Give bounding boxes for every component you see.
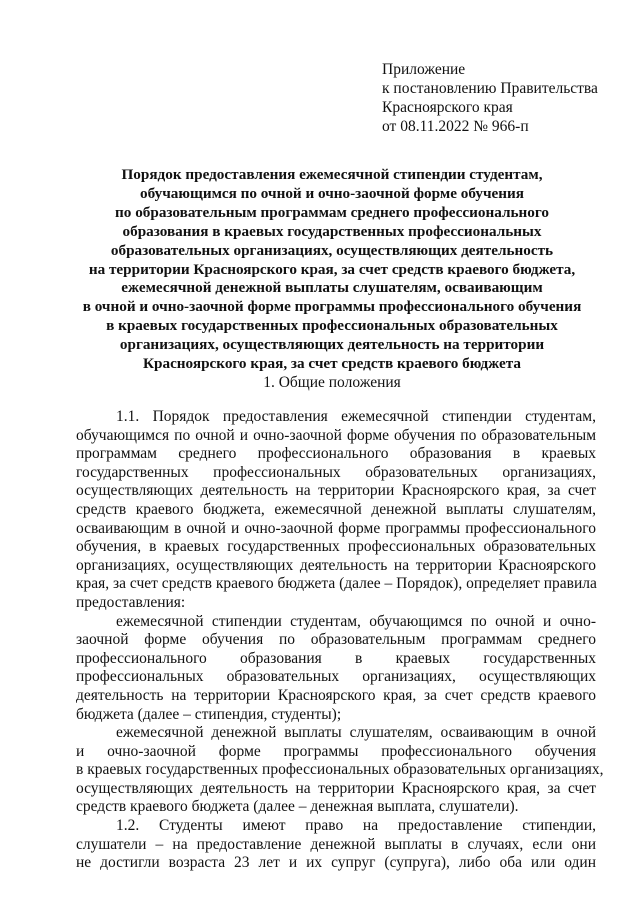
body-line: ежемесячной стипендии студентам, обучающимся по очной и очно- <box>116 612 596 630</box>
body-line: в краевых государственных профессиональных образовательных организациях, <box>76 761 604 779</box>
title-line: образовательных организациях, осуществляющих деятельность <box>110 241 554 259</box>
title-line: ежемесячной денежной выплаты слушателям, осваивающим <box>121 279 543 297</box>
body-line: средств краевого бюджета, ежемесячной денежной выплаты слушателям, <box>76 500 596 518</box>
title-line: образования в краевых государственных профессиональных <box>122 222 542 240</box>
body-line: края, за счет средств краевого бюджета (далее – Порядок), определяет правила <box>76 575 597 593</box>
body-line: и очно-заочной форме программы профессионального обучения <box>76 742 596 760</box>
body-line: обучающимся по очной и очно-заочной форме обучения по образовательным <box>76 426 596 444</box>
body-text <box>76 408 604 873</box>
body-line: заочной форме обучения по образовательным программам среднего <box>76 631 596 649</box>
body-line: государственных профессиональных образовательных организациях, <box>76 463 596 481</box>
body-line: обучения, в краевых государственных профессиональных образовательных <box>76 538 596 556</box>
body-line: деятельность на территории Красноярского края, за счет средств краевого <box>76 686 596 704</box>
body-line: 1.1. Порядок предоставления ежемесячной стипендии студентам, <box>116 408 596 425</box>
appendix-line: к постановлению Правительства <box>382 80 598 97</box>
body-line: организациях, осуществляющих деятельность на территории Красноярского <box>76 556 596 574</box>
appendix-block <box>382 60 632 136</box>
body-line: профессиональных образовательных организациях, осуществляющих <box>76 668 596 686</box>
appendix-line: от 08.11.2022 № 966-п <box>382 118 529 135</box>
body-line: слушатели – на предоставление денежной выплаты в случаях, если они <box>76 835 596 853</box>
body-line: предоставления: <box>76 593 186 611</box>
appendix-line: Красноярского края <box>382 99 513 116</box>
body-line: программам среднего профессионального образования в краевых <box>76 445 596 463</box>
title-line: на территории Красноярского края, за счет средств краевого бюджета, <box>88 260 576 278</box>
title-line: организациях, осуществляющих деятельность на территории <box>119 336 545 354</box>
body-line: бюджета (далее – стипендия, студенты); <box>76 705 342 723</box>
body-line: осваивающим в очной и очно-заочной форме программы профессионального <box>76 519 596 537</box>
title-line: обучающимся по очной и очно-заочной форме обучения <box>140 184 524 202</box>
body-line: не достигли возраста 23 лет и их супруг (супруга), либо оба или один <box>76 854 596 872</box>
appendix-line: Приложение <box>382 61 466 78</box>
body-line: 1.2. Студенты имеют право на предоставление стипендии, <box>116 817 596 835</box>
title-line: по образовательным программам среднего профессионального <box>115 203 549 221</box>
title-line: в очной и очно-заочной форме программы профессионального обучения <box>82 298 582 316</box>
section-heading: 1. Общие положения <box>263 374 401 391</box>
title-line: Красноярского края, за счет средств краевого бюджета <box>143 355 521 373</box>
document-title <box>70 166 594 374</box>
body-line: профессионального образования в краевых государственных <box>76 649 596 667</box>
body-line: осуществляющих деятельность на территории Красноярского края, за счет <box>76 482 596 500</box>
body-line: осуществляющих деятельность на территории Красноярского края, за счет <box>76 779 596 797</box>
title-line: в краевых государственных профессиональных образовательных <box>106 317 558 335</box>
title-line: Порядок предоставления ежемесячной стипендии студентам, <box>121 166 543 183</box>
body-line: ежемесячной денежной выплаты слушателям, осваивающим в очной <box>116 724 596 742</box>
body-line: средств краевого бюджета (далее – денежная выплата, слушатели). <box>76 798 519 816</box>
